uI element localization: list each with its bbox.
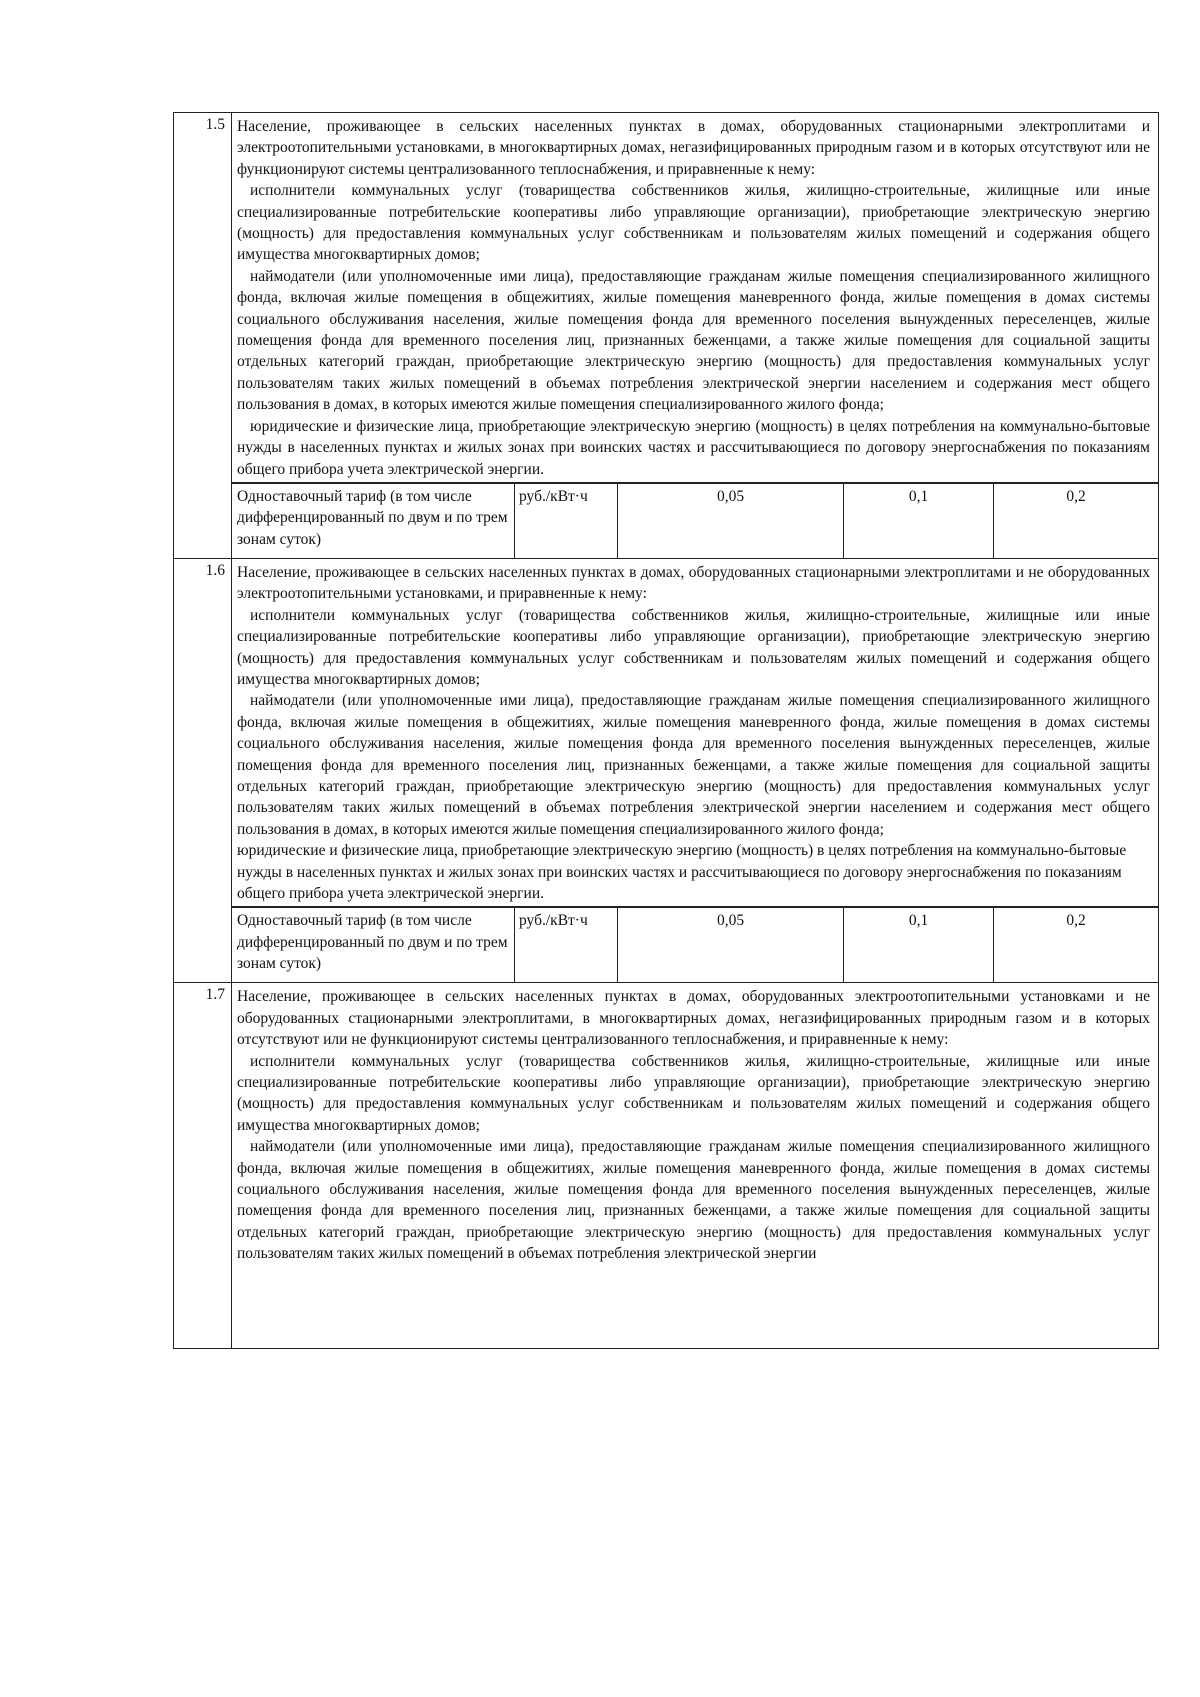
tariff-value-2: 0,1 (844, 908, 994, 983)
tariff-value-1: 0,05 (618, 483, 844, 558)
paragraph: Население, проживающее в сельских населенных пунктах в домах, оборудованных электроотопительными установками и не оборудованных стационарными электроплитами, в многоквартирных домах, негазифицированных природным газом и в которых отсутствуют или не функционируют системы централизованного теплоснабжения, и приравненные к нему: (237, 988, 1150, 1049)
table-row (174, 907, 1159, 983)
tariff-unit: руб./кВт·ч (515, 483, 618, 558)
paragraph: наймодатели (или уполномоченные ими лица), предоставляющие гражданам жилые помещения специализированного жилищного фонда, включая жилые помещения в общежитиях, жилые помещения маневренного фонда, жилые помещения в домах системы социального обслуживания населения, жилые помещения фонда для временного поселения вынужденных переселенцев, жилые помещения фонда для временного поселения лиц, признанных беженцами, а также жилые помещения для социальной защиты отдельных категорий граждан, приобретающие электрическую энергию (мощность) для предоставления коммунальных услуг пользователям таких жилых помещений в объемах потребления электрической энергии населением и содержания мест общего пользования в домах, в которых имеются жилые помещения специализированного жилого фонда; (237, 267, 1150, 414)
tariff-name: Одноставочный тариф (в том числе дифференцированный по двум и по трем зонам суток) (232, 483, 515, 558)
paragraph: исполнители коммунальных услуг (товарищества собственников жилья, жилищно-строительные, жилищные или иные специализированные потребительские кооперативы либо управляющие организации), приобретающие электрическую энергию (мощность) для предоставления коммунальных услуг собственникам и пользователям жилых помещений и содержания общего имущества многоквартирных домов; (237, 1052, 1150, 1134)
row-number: 1.7 (174, 983, 232, 1349)
paragraph: исполнители коммунальных услуг (товарищества собственников жилья, жилищно-строительные, жилищные или иные специализированные потребительские кооперативы либо управляющие организации), приобретающие электрическую энергию (мощность) для предоставления коммунальных услуг собственникам и пользователям жилых помещений и содержания общего имущества многоквартирных домов; (237, 606, 1150, 688)
table-row (174, 482, 1159, 558)
table-row (174, 558, 1159, 907)
paragraph: наймодатели (или уполномоченные ими лица), предоставляющие гражданам жилые помещения специализированного жилищного фонда, включая жилые помещения в общежитиях, жилые помещения маневренного фонда, жилые помещения в домах системы социального обслуживания населения, жилые помещения фонда для временного поселения вынужденных переселенцев, жилые помещения фонда для временного поселения лиц, признанных беженцами, а также жилые помещения для социальной защиты отдельных категорий граждан, приобретающие электрическую энергию (мощность) для предоставления коммунальных услуг пользователям таких жилых помещений в объемах потребления электрической энергии (237, 1138, 1150, 1263)
paragraph: Население, проживающее в сельских населенных пунктах в домах, оборудованных стационарными электроплитами и электроотопительными установками, в многоквартирных домах, негазифицированных природным газом и в которых отсутствуют или не функционируют системы централизованного теплоснабжения, и приравненные к нему: (237, 118, 1150, 178)
paragraph: наймодатели (или уполномоченные ими лица), предоставляющие гражданам жилые помещения специализированного жилищного фонда, включая жилые помещения в общежитиях, жилые помещения маневренного фонда, жилые помещения в домах системы социального обслуживания населения, жилые помещения фонда для временного поселения вынужденных переселенцев, жилые помещения фонда для временного поселения лиц, признанных беженцами, а также жилые помещения для социальной защиты отдельных категорий граждан, приобретающие электрическую энергию (мощность) для предоставления коммунальных услуг пользователям таких жилых помещений в объемах потребления электрической энергии населением и содержания мест общего пользования в домах, в которых имеются жилые помещения специализированного жилого фонда; (237, 692, 1150, 838)
tariff-table (173, 112, 1159, 1349)
paragraph: юридические и физические лица, приобретающие электрическую энергию (мощность) в целях потребления на коммунально-бытовые нужды в населенных пунктах и жилых зонах при воинских частях и рассчитывающиеся по договору энергоснабжения по показаниям общего прибора учета электрической энергии. (237, 842, 1127, 902)
row-number: 1.5 (174, 113, 232, 559)
table-row (174, 113, 1159, 483)
category-description (232, 558, 1159, 907)
tariff-value-3: 0,2 (994, 483, 1159, 558)
tariff-name: Одноставочный тариф (в том числе дифференцированный по двум и по трем зонам суток) (232, 908, 515, 983)
tariff-unit: руб./кВт·ч (515, 908, 618, 983)
tariff-value-2: 0,1 (844, 483, 994, 558)
tariff-row (232, 482, 1159, 558)
paragraph: юридические и физические лица, приобретающие электрическую энергию (мощность) в целях потребления на коммунально-бытовые нужды в населенных пунктах и жилых зонах при воинских частях и рассчитывающиеся по договору энергоснабжения по показаниям общего прибора учета электрической энергии. (237, 417, 1150, 478)
tariff-row (232, 907, 1159, 983)
paragraph: Население, проживающее в сельских населенных пунктах в домах, оборудованных стационарными электроплитами и не оборудованных электроотопительными установками, и приравненные к нему: (237, 563, 1150, 603)
tariff-value-1: 0,05 (618, 908, 844, 983)
table-row (174, 983, 1159, 1349)
document-page (173, 112, 1152, 1349)
tariff-value-3: 0,2 (994, 908, 1159, 983)
category-description (232, 113, 1159, 483)
row-number: 1.6 (174, 558, 232, 983)
category-description (232, 983, 1159, 1349)
paragraph: исполнители коммунальных услуг (товарищества собственников жилья, жилищно-строительные, жилищные или иные специализированные потребительские кооперативы либо управляющие организации), приобретающие электрическую энергию (мощность) для предоставления коммунальных услуг собственникам и пользователям жилых помещений и содержания общего имущества многоквартирных домов; (237, 182, 1150, 264)
